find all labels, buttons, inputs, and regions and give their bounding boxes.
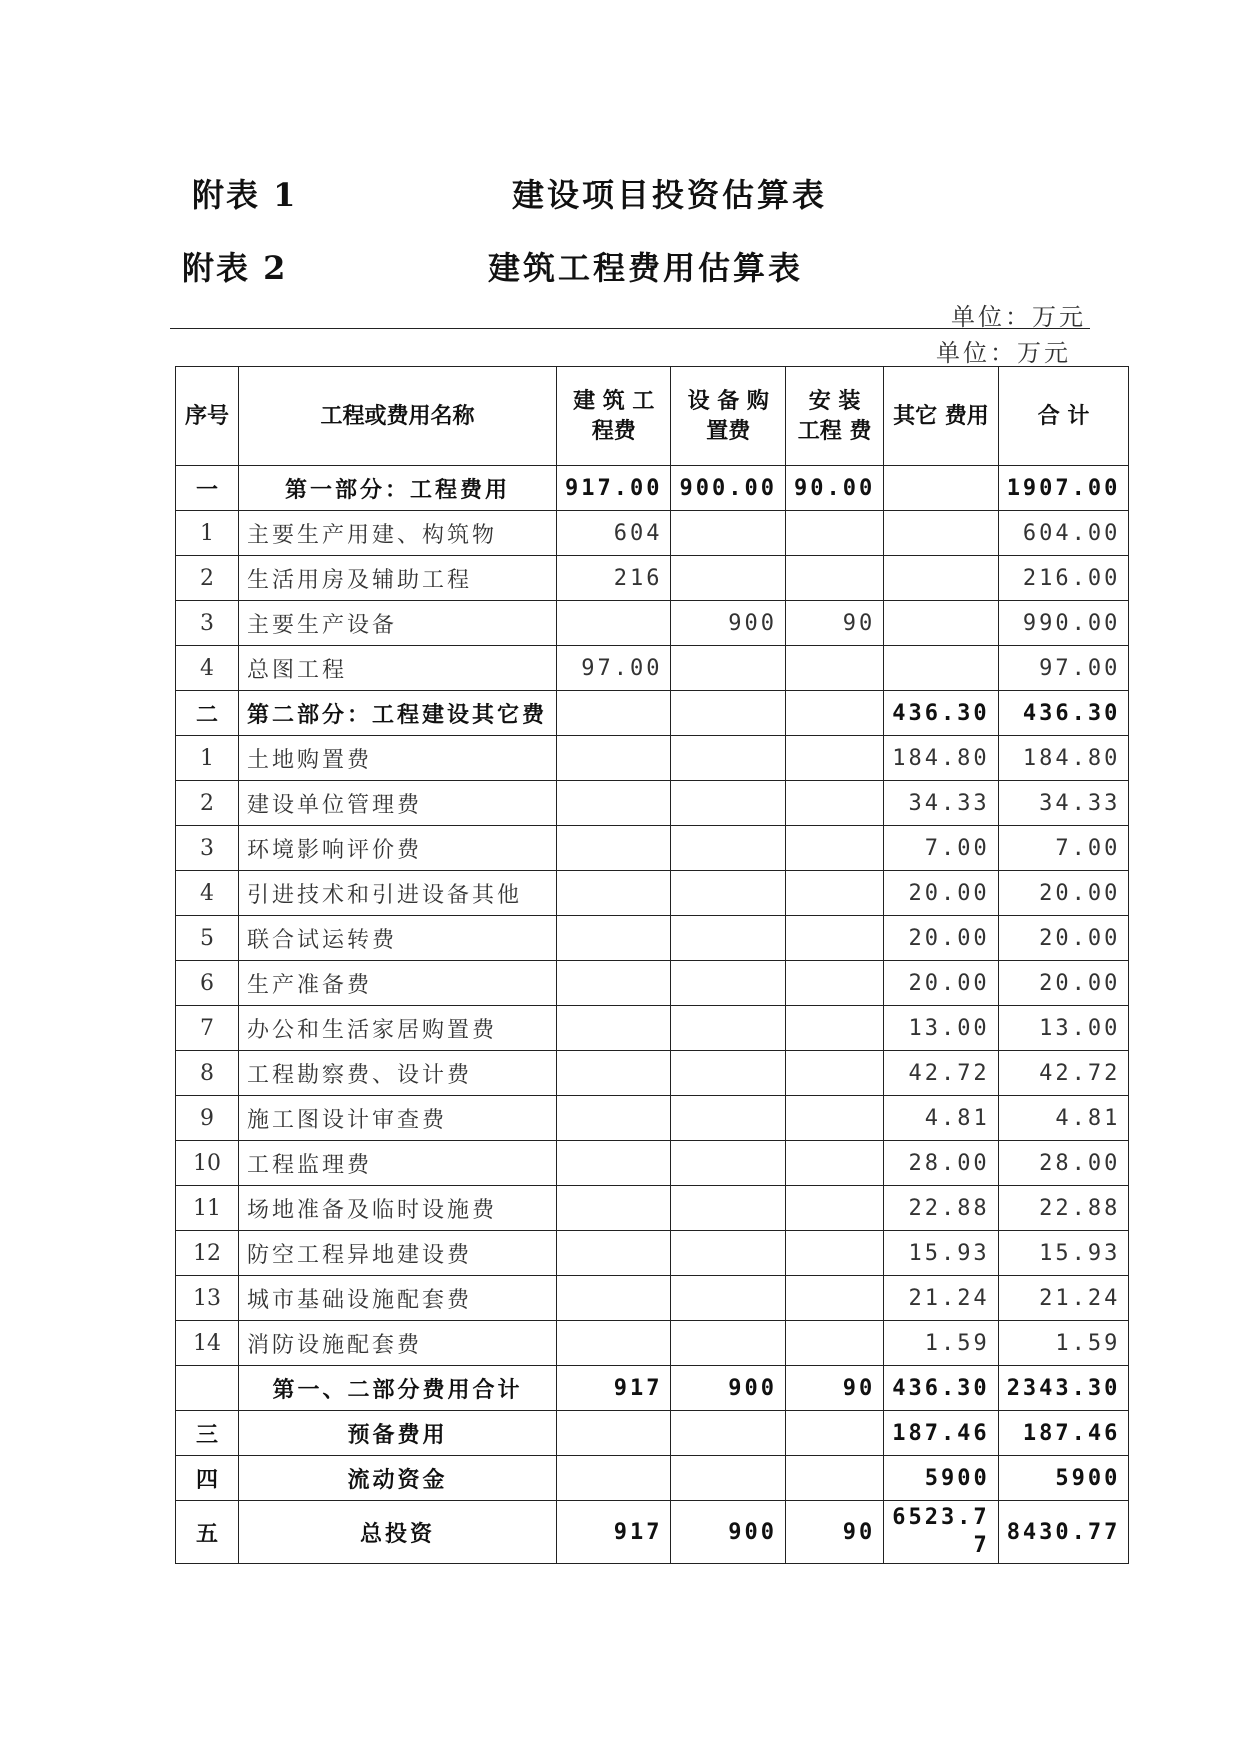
install-cost bbox=[785, 1276, 883, 1321]
row-name: 第一、二部分费用合计 bbox=[239, 1366, 557, 1411]
install-cost bbox=[785, 556, 883, 601]
unit-label-1: 单位：万元 bbox=[951, 303, 1086, 331]
row-name: 引进技术和引进设备其他 bbox=[239, 871, 557, 916]
equipment-cost bbox=[671, 826, 785, 871]
header-building: 建 筑 工程费 bbox=[557, 367, 671, 466]
building-cost bbox=[557, 1411, 671, 1456]
install-cost bbox=[785, 916, 883, 961]
total-cost: 13.00 bbox=[998, 1006, 1129, 1051]
row-no: 一 bbox=[176, 466, 239, 511]
table-row bbox=[176, 1366, 1129, 1411]
equipment-cost bbox=[671, 871, 785, 916]
install-cost: 90 bbox=[785, 1366, 883, 1411]
row-no: 13 bbox=[176, 1276, 239, 1321]
other-cost: 20.00 bbox=[884, 871, 998, 916]
table-row bbox=[176, 1231, 1129, 1276]
row-no: 7 bbox=[176, 1006, 239, 1051]
install-cost bbox=[785, 781, 883, 826]
equipment-cost bbox=[671, 1276, 785, 1321]
total-cost: 990.00 bbox=[998, 601, 1129, 646]
install-cost bbox=[785, 1321, 883, 1366]
equipment-cost bbox=[671, 916, 785, 961]
other-cost: 6523.77 bbox=[884, 1501, 998, 1564]
row-no: 3 bbox=[176, 826, 239, 871]
other-cost bbox=[884, 511, 998, 556]
table-row bbox=[176, 961, 1129, 1006]
building-cost: 917 bbox=[557, 1501, 671, 1564]
install-cost: 90 bbox=[785, 601, 883, 646]
equipment-cost bbox=[671, 556, 785, 601]
total-cost: 34.33 bbox=[998, 781, 1129, 826]
other-cost bbox=[884, 601, 998, 646]
equipment-cost bbox=[671, 736, 785, 781]
table-row bbox=[176, 646, 1129, 691]
header-other: 其它 费用 bbox=[884, 367, 998, 466]
other-cost: 22.88 bbox=[884, 1186, 998, 1231]
total-cost: 4.81 bbox=[998, 1096, 1129, 1141]
install-cost bbox=[785, 961, 883, 1006]
building-cost bbox=[557, 781, 671, 826]
row-name: 生产准备费 bbox=[239, 961, 557, 1006]
table-row bbox=[176, 1456, 1129, 1501]
other-cost: 436.30 bbox=[884, 691, 998, 736]
other-cost: 20.00 bbox=[884, 961, 998, 1006]
total-cost: 20.00 bbox=[998, 916, 1129, 961]
install-cost bbox=[785, 1141, 883, 1186]
building-cost bbox=[557, 736, 671, 781]
unit-label-2: 单位：万元 bbox=[936, 339, 1071, 367]
total-cost: 436.30 bbox=[998, 691, 1129, 736]
table-row bbox=[176, 1051, 1129, 1096]
install-cost bbox=[785, 1051, 883, 1096]
row-name: 施工图设计审查费 bbox=[239, 1096, 557, 1141]
row-no bbox=[176, 1366, 239, 1411]
equipment-cost bbox=[671, 1231, 785, 1276]
row-no: 10 bbox=[176, 1141, 239, 1186]
building-cost bbox=[557, 1186, 671, 1231]
building-cost bbox=[557, 826, 671, 871]
other-cost: 5900 bbox=[884, 1456, 998, 1501]
total-cost: 604.00 bbox=[998, 511, 1129, 556]
other-cost bbox=[884, 556, 998, 601]
building-cost: 917.00 bbox=[557, 466, 671, 511]
row-name: 土地购置费 bbox=[239, 736, 557, 781]
total-cost: 8430.77 bbox=[998, 1501, 1129, 1564]
total-cost: 1.59 bbox=[998, 1321, 1129, 1366]
row-no: 2 bbox=[176, 781, 239, 826]
equipment-cost bbox=[671, 1411, 785, 1456]
install-cost bbox=[785, 871, 883, 916]
table-row bbox=[176, 1141, 1129, 1186]
install-cost bbox=[785, 1231, 883, 1276]
install-cost bbox=[785, 1411, 883, 1456]
row-name: 预备费用 bbox=[239, 1411, 557, 1456]
install-cost bbox=[785, 646, 883, 691]
row-no: 三 bbox=[176, 1411, 239, 1456]
building-cost bbox=[557, 1276, 671, 1321]
row-no: 二 bbox=[176, 691, 239, 736]
table-row bbox=[176, 781, 1129, 826]
building-cost: 604 bbox=[557, 511, 671, 556]
building-cost: 216 bbox=[557, 556, 671, 601]
equipment-cost bbox=[671, 781, 785, 826]
table-row bbox=[176, 1096, 1129, 1141]
other-cost: 187.46 bbox=[884, 1411, 998, 1456]
building-cost bbox=[557, 601, 671, 646]
header-name: 工程或费用名称 bbox=[239, 367, 557, 466]
table-row bbox=[176, 1006, 1129, 1051]
header-equipment: 设 备 购置费 bbox=[671, 367, 785, 466]
row-no: 1 bbox=[176, 736, 239, 781]
total-cost: 7.00 bbox=[998, 826, 1129, 871]
other-cost: 28.00 bbox=[884, 1141, 998, 1186]
row-name: 办公和生活家居购置费 bbox=[239, 1006, 557, 1051]
row-no: 14 bbox=[176, 1321, 239, 1366]
table-row bbox=[176, 466, 1129, 511]
equipment-cost bbox=[671, 1141, 785, 1186]
total-cost: 20.00 bbox=[998, 871, 1129, 916]
total-cost: 187.46 bbox=[998, 1411, 1129, 1456]
equipment-cost bbox=[671, 961, 785, 1006]
install-cost bbox=[785, 1456, 883, 1501]
table-row bbox=[176, 871, 1129, 916]
row-name: 工程勘察费、设计费 bbox=[239, 1051, 557, 1096]
row-name: 总图工程 bbox=[239, 646, 557, 691]
building-cost bbox=[557, 1231, 671, 1276]
row-name: 总投资 bbox=[239, 1501, 557, 1564]
install-cost bbox=[785, 1006, 883, 1051]
table-row bbox=[176, 1501, 1129, 1564]
table-row bbox=[176, 511, 1129, 556]
row-name: 环境影响评价费 bbox=[239, 826, 557, 871]
table-row bbox=[176, 556, 1129, 601]
cost-estimate-table bbox=[175, 366, 1129, 1564]
row-name: 第一部分：工程费用 bbox=[239, 466, 557, 511]
table-row bbox=[176, 601, 1129, 646]
building-cost bbox=[557, 871, 671, 916]
install-cost bbox=[785, 1096, 883, 1141]
row-name: 消防设施配套费 bbox=[239, 1321, 557, 1366]
other-cost: 184.80 bbox=[884, 736, 998, 781]
install-cost bbox=[785, 1186, 883, 1231]
other-cost: 13.00 bbox=[884, 1006, 998, 1051]
equipment-cost: 900 bbox=[671, 601, 785, 646]
other-cost: 7.00 bbox=[884, 826, 998, 871]
total-cost: 1907.00 bbox=[998, 466, 1129, 511]
appendix-1-title: 建设项目投资估算表 bbox=[512, 176, 828, 214]
equipment-cost bbox=[671, 1051, 785, 1096]
equipment-cost bbox=[671, 691, 785, 736]
row-name: 防空工程异地建设费 bbox=[239, 1231, 557, 1276]
total-cost: 5900 bbox=[998, 1456, 1129, 1501]
total-cost: 20.00 bbox=[998, 961, 1129, 1006]
row-no: 8 bbox=[176, 1051, 239, 1096]
equipment-cost bbox=[671, 511, 785, 556]
row-no: 5 bbox=[176, 916, 239, 961]
row-name: 主要生产设备 bbox=[239, 601, 557, 646]
equipment-cost: 900 bbox=[671, 1501, 785, 1564]
other-cost: 21.24 bbox=[884, 1276, 998, 1321]
total-cost: 216.00 bbox=[998, 556, 1129, 601]
other-cost: 42.72 bbox=[884, 1051, 998, 1096]
table-row bbox=[176, 736, 1129, 781]
appendix-1-label: 附表 1 bbox=[192, 176, 298, 214]
row-name: 生活用房及辅助工程 bbox=[239, 556, 557, 601]
table-row bbox=[176, 1276, 1129, 1321]
total-cost: 97.00 bbox=[998, 646, 1129, 691]
total-cost: 21.24 bbox=[998, 1276, 1129, 1321]
row-no: 4 bbox=[176, 871, 239, 916]
appendix-2-label: 附表 2 bbox=[182, 249, 288, 287]
install-cost bbox=[785, 691, 883, 736]
other-cost bbox=[884, 466, 998, 511]
table-row bbox=[176, 1321, 1129, 1366]
other-cost: 15.93 bbox=[884, 1231, 998, 1276]
equipment-cost: 900.00 bbox=[671, 466, 785, 511]
total-cost: 28.00 bbox=[998, 1141, 1129, 1186]
row-no: 9 bbox=[176, 1096, 239, 1141]
row-no: 11 bbox=[176, 1186, 239, 1231]
building-cost bbox=[557, 1141, 671, 1186]
equipment-cost: 900 bbox=[671, 1366, 785, 1411]
table-header-row bbox=[176, 367, 1129, 466]
install-cost: 90.00 bbox=[785, 466, 883, 511]
header-total: 合 计 bbox=[998, 367, 1129, 466]
row-name: 第二部分：工程建设其它费 bbox=[239, 691, 557, 736]
total-cost: 42.72 bbox=[998, 1051, 1129, 1096]
equipment-cost bbox=[671, 1456, 785, 1501]
table-row bbox=[176, 691, 1129, 736]
building-cost bbox=[557, 1321, 671, 1366]
other-cost: 4.81 bbox=[884, 1096, 998, 1141]
equipment-cost bbox=[671, 646, 785, 691]
install-cost: 90 bbox=[785, 1501, 883, 1564]
row-name: 流动资金 bbox=[239, 1456, 557, 1501]
row-name: 工程监理费 bbox=[239, 1141, 557, 1186]
table-row bbox=[176, 916, 1129, 961]
table-row bbox=[176, 826, 1129, 871]
other-cost: 20.00 bbox=[884, 916, 998, 961]
total-cost: 2343.30 bbox=[998, 1366, 1129, 1411]
header-rule bbox=[170, 328, 1090, 329]
equipment-cost bbox=[671, 1006, 785, 1051]
building-cost bbox=[557, 1006, 671, 1051]
other-cost bbox=[884, 646, 998, 691]
other-cost: 1.59 bbox=[884, 1321, 998, 1366]
row-no: 2 bbox=[176, 556, 239, 601]
building-cost: 97.00 bbox=[557, 646, 671, 691]
total-cost: 15.93 bbox=[998, 1231, 1129, 1276]
equipment-cost bbox=[671, 1096, 785, 1141]
row-name: 城市基础设施配套费 bbox=[239, 1276, 557, 1321]
install-cost bbox=[785, 826, 883, 871]
row-name: 联合试运转费 bbox=[239, 916, 557, 961]
total-cost: 184.80 bbox=[998, 736, 1129, 781]
building-cost bbox=[557, 961, 671, 1006]
table-row bbox=[176, 1411, 1129, 1456]
building-cost bbox=[557, 916, 671, 961]
equipment-cost bbox=[671, 1321, 785, 1366]
row-no: 1 bbox=[176, 511, 239, 556]
other-cost: 436.30 bbox=[884, 1366, 998, 1411]
equipment-cost bbox=[671, 1186, 785, 1231]
appendix-2-title: 建筑工程费用估算表 bbox=[488, 249, 804, 287]
total-cost: 22.88 bbox=[998, 1186, 1129, 1231]
building-cost bbox=[557, 1456, 671, 1501]
building-cost bbox=[557, 691, 671, 736]
row-no: 3 bbox=[176, 601, 239, 646]
row-no: 6 bbox=[176, 961, 239, 1006]
other-cost: 34.33 bbox=[884, 781, 998, 826]
row-no: 4 bbox=[176, 646, 239, 691]
building-cost bbox=[557, 1051, 671, 1096]
row-name: 主要生产用建、构筑物 bbox=[239, 511, 557, 556]
row-no: 12 bbox=[176, 1231, 239, 1276]
header-no: 序号 bbox=[176, 367, 239, 466]
header-install: 安 装 工程 费 bbox=[785, 367, 883, 466]
row-no: 四 bbox=[176, 1456, 239, 1501]
building-cost bbox=[557, 1096, 671, 1141]
install-cost bbox=[785, 511, 883, 556]
row-no: 五 bbox=[176, 1501, 239, 1564]
table-row bbox=[176, 1186, 1129, 1231]
row-name: 建设单位管理费 bbox=[239, 781, 557, 826]
building-cost: 917 bbox=[557, 1366, 671, 1411]
row-name: 场地准备及临时设施费 bbox=[239, 1186, 557, 1231]
install-cost bbox=[785, 736, 883, 781]
